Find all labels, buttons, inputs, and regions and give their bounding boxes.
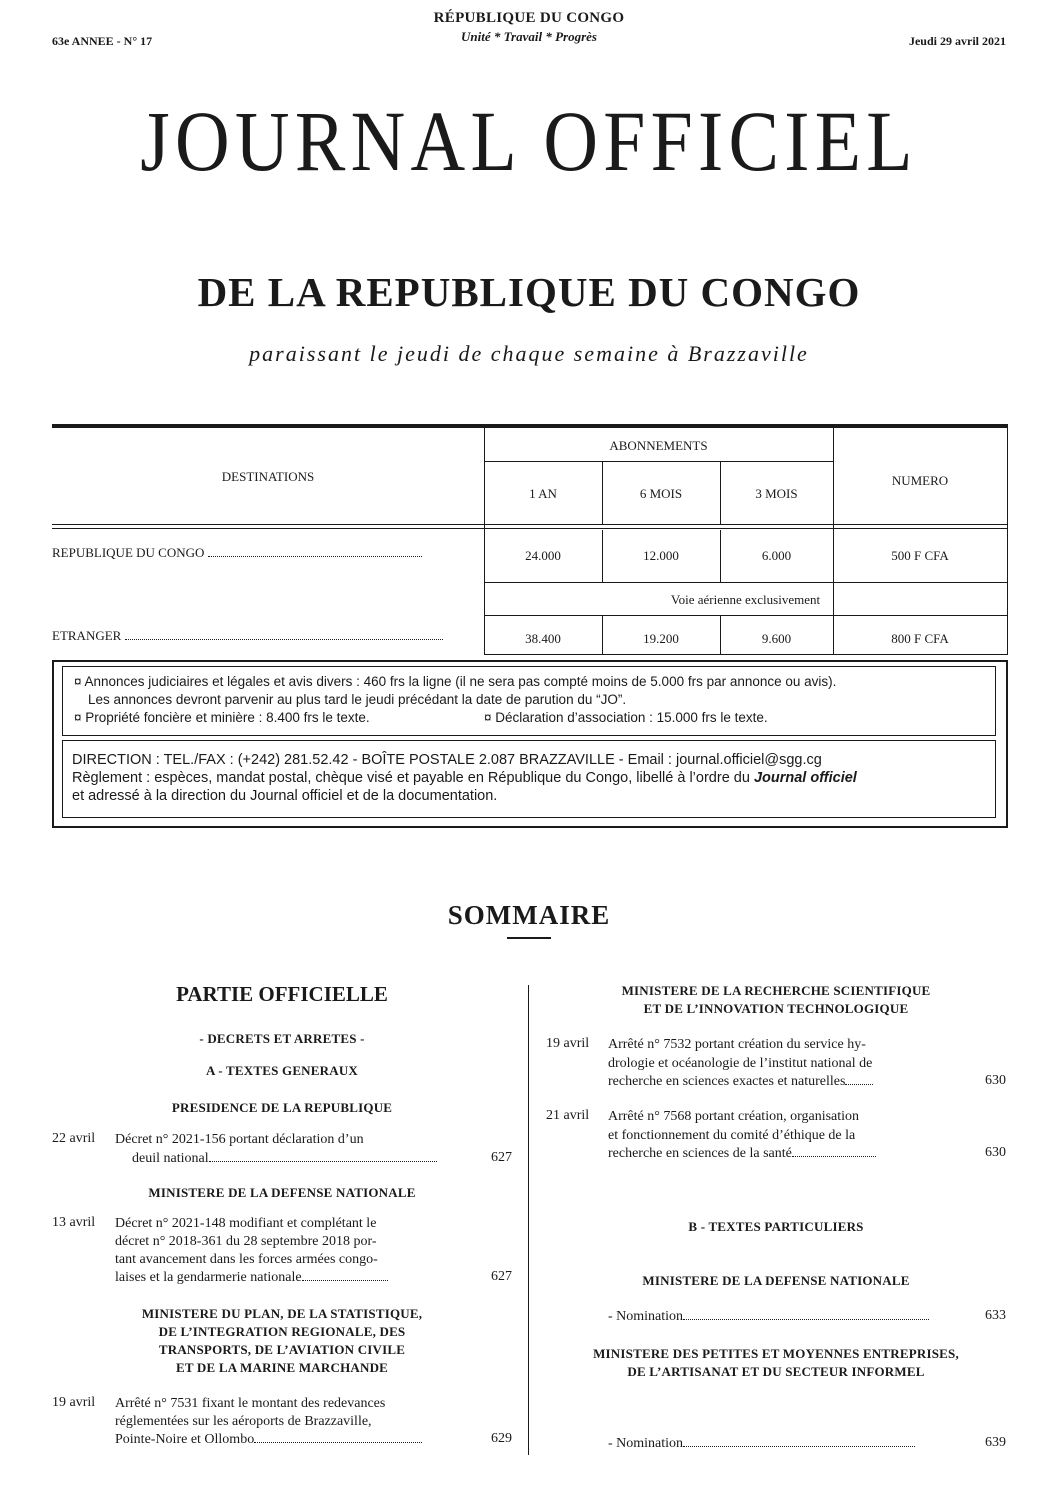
entry-text: décret n° 2018-361 du 28 septembre 2018 por- — [115, 1234, 377, 1249]
sommaire-title: SOMMAIRE — [447, 900, 611, 930]
entry-text — [115, 1269, 388, 1288]
notice-line-3b: ¤ Déclaration d’association : 15.000 frs le texte. — [484, 710, 768, 725]
leader-dots — [125, 639, 443, 640]
plan-heading-3: TRANSPORTS, DE L’AVIATION CIVILE — [158, 1342, 406, 1357]
plan-heading-2: DE L’INTEGRATION REGIONALE, DES — [158, 1324, 406, 1339]
entry-date: 21 avril — [546, 1108, 590, 1123]
recherche-heading-1: MINISTERE DE LA RECHERCHE SCIENTIFIQUE — [621, 983, 931, 998]
defense-heading-right: MINISTERE DE LA DEFENSE NATIONALE — [642, 1273, 910, 1288]
republic-header — [329, 10, 729, 45]
defense-heading: MINISTERE DE LA DEFENSE NATIONALE — [148, 1185, 416, 1200]
entry-text: Arrêté n° 7532 portant création du service hy- — [608, 1037, 866, 1052]
price-cell: 9.600 — [761, 631, 792, 646]
table-row-congo — [52, 545, 422, 561]
entry-text — [132, 1150, 437, 1169]
entry-text-line: deuil national — [132, 1151, 209, 1166]
table-hline — [484, 582, 1008, 583]
notice-line-2: Les annonces devront parvenir au plus tard le jeudi précédant la date de parution du “JO”. — [88, 692, 627, 707]
leader-dots — [209, 1161, 437, 1162]
leader-dots — [845, 1084, 873, 1085]
table-hline — [52, 524, 1008, 525]
numero-price: 800 F CFA — [891, 631, 949, 646]
leader-dots — [683, 1446, 915, 1447]
entry-page: 633 — [985, 1308, 1006, 1323]
entry-text — [608, 1308, 929, 1327]
entry-text: réglementées sur les aéroports de Brazzaville, — [115, 1414, 372, 1429]
abonnements-header: ABONNEMENTS — [609, 438, 708, 453]
entry-text — [115, 1431, 422, 1450]
leader-dots — [683, 1319, 929, 1320]
entry-page: 630 — [985, 1145, 1006, 1160]
notice-line-1: ¤ Annonces judiciaires et légales et avis divers : 460 frs la ligne (il ne sera pas compté moins de 5.000 frs par annonce ou avis). — [74, 674, 837, 689]
period-3-mois: 3 MOIS — [755, 486, 798, 501]
entry-date: 22 avril — [52, 1131, 96, 1146]
period-1-an: 1 AN — [529, 486, 557, 501]
entry-text — [608, 1145, 876, 1164]
destinations-header: DESTINATIONS — [221, 469, 315, 484]
destination-label: ETRANGER — [52, 628, 122, 643]
issue-date: Jeudi 29 avril 2021 — [908, 34, 1006, 48]
plan-heading-4: ET DE LA MARINE MARCHANDE — [175, 1360, 389, 1375]
column-divider — [528, 985, 529, 1455]
entry-page: 627 — [491, 1150, 512, 1165]
entry-date: 19 avril — [52, 1395, 96, 1410]
journal-title: JOURNAL OFFICIEL — [140, 93, 918, 189]
direction-contact: DIRECTION : TEL./FAX : (+242) 281.52.42 - BOÎTE POSTALE 2.087 BRAZZAVILLE - Email : journal.officiel@sgg.cg — [72, 752, 822, 768]
entry-page: 627 — [491, 1269, 512, 1284]
notice-line-3a: ¤ Propriété foncière et minière : 8.400 frs le texte. — [74, 710, 370, 725]
entry-text: Décret n° 2021-148 modifiant et complétant le — [115, 1216, 377, 1231]
entry-text: Décret n° 2021-156 portant déclaration d’un — [115, 1132, 364, 1147]
leader-dots — [792, 1156, 876, 1157]
table-hline — [484, 461, 834, 462]
presidence-heading: PRESIDENCE DE LA REPUBLIQUE — [171, 1100, 393, 1115]
sommaire-rule — [507, 937, 551, 939]
table-vline — [1007, 426, 1008, 654]
price-cell: 38.400 — [525, 631, 561, 646]
entry-text: tant avancement dans les forces armées congo- — [115, 1252, 378, 1267]
table-top-rule — [52, 424, 1008, 428]
entry-text-line: - Nomination — [608, 1436, 684, 1451]
entry-text-line: laises et la gendarmerie nationale — [115, 1270, 302, 1285]
textes-particuliers-heading: B - TEXTES PARTICULIERS — [688, 1219, 864, 1234]
destination-label: REPUBLIQUE DU CONGO — [52, 545, 205, 560]
table-row-etranger — [52, 628, 443, 644]
entry-text-line: - Nomination — [608, 1309, 684, 1324]
direction-payment — [72, 769, 857, 787]
entry-page: 629 — [491, 1431, 512, 1446]
price-cell: 19.200 — [643, 631, 679, 646]
table-hline — [484, 615, 1008, 616]
journal-tagline: paraissant le jeudi de chaque semaine à Brazzaville — [249, 341, 809, 366]
table-hline — [484, 654, 1008, 655]
leader-dots — [302, 1280, 388, 1281]
entry-page: 639 — [985, 1435, 1006, 1450]
leader-dots — [208, 556, 422, 557]
entry-text: Arrêté n° 7568 portant création, organisation — [608, 1109, 860, 1124]
numero-header: NUMERO — [891, 473, 949, 488]
period-6-mois: 6 MOIS — [639, 486, 683, 501]
entry-text: et fonctionnement du comité d’éthique de la — [608, 1128, 856, 1143]
entry-page: 630 — [985, 1073, 1006, 1088]
price-cell: 12.000 — [643, 548, 679, 563]
entry-text: Arrêté n° 7531 fixant le montant des redevances — [115, 1396, 386, 1411]
air-note: Voie aérienne exclusivement — [670, 592, 821, 607]
pme-heading-1: MINISTERE DES PETITES ET MOYENNES ENTREPRISES, — [593, 1346, 959, 1361]
entry-text — [608, 1073, 873, 1092]
entry-text-line: Pointe-Noire et Ollombo — [115, 1432, 255, 1447]
entry-text: drologie et océanologie de l’institut national de — [608, 1056, 873, 1071]
issue-number: 63e ANNEE - N° 17 — [52, 34, 153, 48]
plan-heading-1: MINISTERE DU PLAN, DE LA STATISTIQUE, — [141, 1306, 423, 1321]
entry-date: 19 avril — [546, 1036, 590, 1051]
recherche-heading-2: ET DE L’INNOVATION TECHNOLOGIQUE — [643, 1001, 909, 1016]
leader-dots — [254, 1442, 422, 1443]
entry-date: 13 avril — [52, 1215, 96, 1230]
price-cell: 24.000 — [525, 548, 561, 563]
entry-text — [608, 1435, 915, 1454]
journal-subtitle: DE LA REPUBLIQUE DU CONGO — [197, 269, 861, 315]
table-hline — [52, 528, 1008, 529]
numero-price: 500 F CFA — [891, 548, 949, 563]
republic-name: RÉPUBLIQUE DU CONGO — [433, 10, 625, 26]
journal-name-emphasis: Journal officiel — [753, 770, 857, 786]
payment-text: Règlement : espèces, mandat postal, chèque visé et payable en République du Congo, libellé à l’ordre du — [72, 770, 754, 786]
national-motto: Unité * Travail * Progrès — [460, 29, 597, 44]
partie-officielle: PARTIE OFFICIELLE — [176, 982, 388, 1006]
entry-text-line: recherche en sciences de la santé — [608, 1146, 792, 1161]
textes-generaux-heading: A - TEXTES GENERAUX — [205, 1063, 358, 1078]
price-cell: 6.000 — [761, 548, 792, 563]
decrets-heading: - DECRETS ET ARRETES - — [199, 1031, 365, 1046]
direction-address: et adressé à la direction du Journal officiel et de la documentation. — [72, 788, 498, 804]
entry-text-line: recherche en sciences exactes et naturelles — [608, 1074, 846, 1089]
pme-heading-2: DE L’ARTISANAT ET DU SECTEUR INFORMEL — [627, 1364, 925, 1379]
